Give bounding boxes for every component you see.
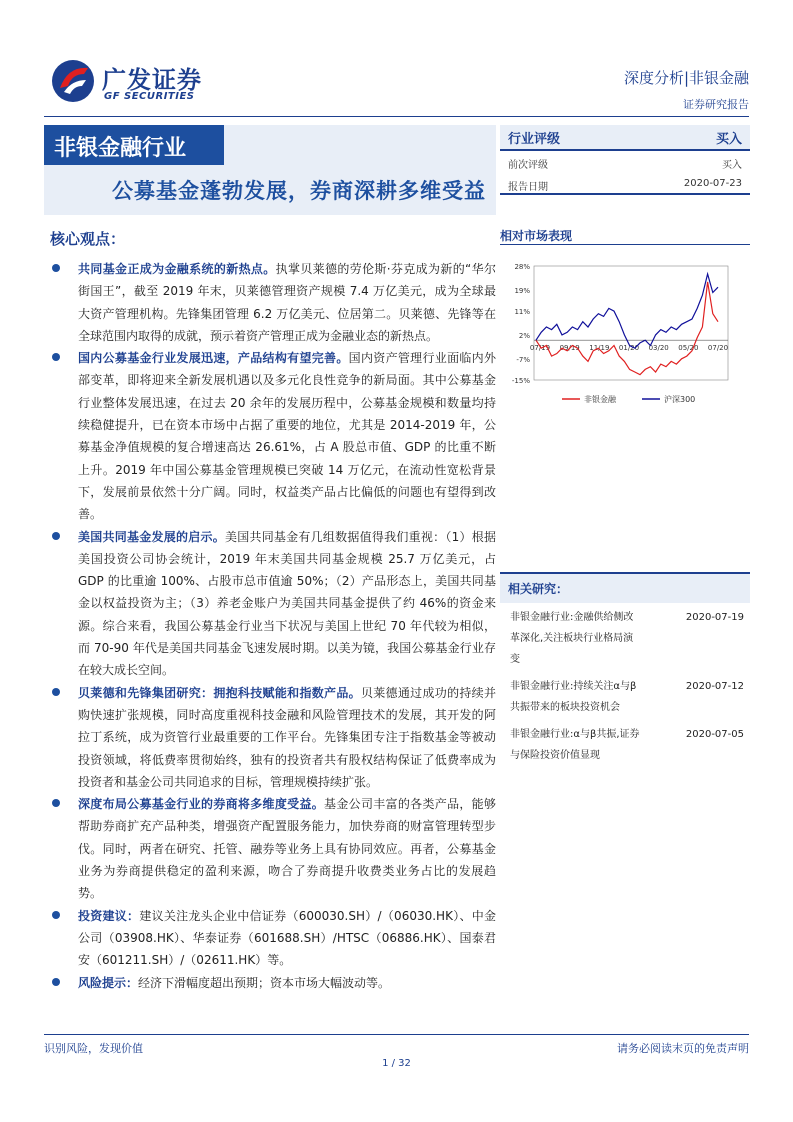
related-item[interactable] bbox=[500, 672, 750, 720]
x-tick-label: 01/20 bbox=[618, 344, 640, 353]
legend-label: 沪深300 bbox=[664, 395, 696, 404]
related-research bbox=[500, 572, 750, 768]
x-tick-label: 07/19 bbox=[529, 344, 551, 353]
market-chart-title: 相对市场表现 bbox=[500, 229, 573, 243]
core-bullet bbox=[52, 526, 496, 682]
y-tick-label: 11% bbox=[514, 308, 530, 317]
bullet-lead: 投资建议： bbox=[78, 908, 140, 923]
core-bullet bbox=[52, 793, 496, 904]
header-right bbox=[624, 67, 749, 112]
bullet-dot-icon bbox=[52, 911, 60, 919]
rating-row-value: 2020-07-23 bbox=[683, 178, 742, 189]
related-item-name[interactable]: 非银金融行业:持续关注α与β共振带来的板块投资机会 bbox=[510, 681, 637, 713]
bullet-dot-icon bbox=[52, 688, 60, 696]
rating-value: 买入 bbox=[715, 131, 742, 147]
rating-header bbox=[500, 125, 750, 151]
related-item[interactable] bbox=[500, 603, 750, 672]
header-divider bbox=[44, 116, 749, 117]
bullet-lead: 风险提示： bbox=[78, 975, 139, 990]
rating-row-previous bbox=[500, 151, 750, 173]
y-tick-label: 2% bbox=[518, 331, 530, 340]
bullet-text: 美国共同基金有几组数据值得我们重视：（1）根据美国投资公司协会统计，2019 年末美国共同基金规模 25.7 万亿美元，占 GDP 的比重逾 100%、占股市总市值逾 50%；（2）产品形态上，美国共同基金以权益投资为主；（3）养老金账户为美国共同基金提供了约 46%的资金来源。综合来看，我国公募基金行业当下状况与美国上世纪 70 年代较为相似，而 70-90 年代是美国共同基金飞速发展时期。以美为镜，我国公募基金行业存在较大成长空间。 bbox=[78, 529, 496, 678]
x-tick-label: 07/20 bbox=[707, 344, 729, 353]
related-item-date: 2020-07-19 bbox=[685, 612, 744, 623]
logo-text-cn: 广发证券 bbox=[102, 66, 202, 94]
rating-row-key: 报告日期 bbox=[508, 182, 548, 193]
y-tick-label: -7% bbox=[516, 355, 530, 364]
y-tick-label: 28% bbox=[514, 263, 530, 271]
bullet-text: 基金公司丰富的各类产品，能够帮助券商扩充产品种类，增强资产配置服务能力，加快券商的财富管理转型步伐。同时，两者在研究、托管、融券等业务上具有协同效应。再者，公募基金业务为券商提供稳定的盈利来源，吻合了券商提升收费类业务占比的发展趋势。 bbox=[78, 797, 496, 901]
bullet-text: 建议关注龙头企业中信证券（600030.SH）/（06030.HK）、中金公司（03908.HK）、华泰证券（601688.SH）/HTSC（06886.HK）、国泰君安（601211.SH）/（02611.HK）等。 bbox=[78, 908, 496, 968]
x-tick-label: 11/19 bbox=[589, 344, 610, 353]
series-line-nonbank bbox=[536, 282, 718, 375]
related-title: 相关研究： bbox=[500, 572, 750, 603]
bullet-lead: 贝莱德和先锋集团研究：拥抱科技赋能和指数产品。 bbox=[78, 685, 361, 700]
footer-disclaimer: 请务必阅读末页的免责声明 bbox=[617, 1042, 749, 1055]
x-tick-label: 05/20 bbox=[678, 344, 699, 353]
core-views-title: 核心观点： bbox=[50, 230, 126, 248]
report-headline: 公募基金蓬勃发展，券商深耕多维受益 bbox=[112, 179, 486, 203]
core-views-list bbox=[52, 258, 496, 994]
page-number: 1 / 32 bbox=[382, 1058, 411, 1069]
related-item-date: 2020-07-12 bbox=[685, 681, 744, 692]
bullet-dot-icon bbox=[52, 799, 60, 807]
bullet-dot-icon bbox=[52, 353, 60, 361]
bullet-dot-icon bbox=[52, 532, 60, 540]
bullet-dot-icon bbox=[52, 978, 60, 986]
related-item-name[interactable]: 非银金融行业:α与β共振,证券与保险投资价值显现 bbox=[510, 729, 640, 761]
rating-row-value: 买入 bbox=[722, 160, 742, 171]
bullet-lead: 共同基金正成为金融系统的新热点。 bbox=[78, 262, 276, 276]
bullet-dot-icon bbox=[52, 264, 60, 272]
core-bullet bbox=[52, 905, 496, 972]
rating-box bbox=[500, 125, 750, 195]
report-subtype: 证券研究报告 bbox=[683, 98, 749, 111]
bullet-text: 经济下滑幅度超出预期；资本市场大幅波动等。 bbox=[138, 975, 391, 990]
core-bullet bbox=[52, 972, 496, 994]
market-divider bbox=[500, 244, 750, 245]
bullet-text: 执掌贝莱德的劳伦斯·芬克成为新的“华尔街国王”，截至 2019 年末，贝莱德管理资产规模 7.4 万亿美元，成为全球最大资产管理机构。先锋集团管理 6.2 万亿美元、位居第二。贝莱德、先锋等在全球范围内取得的成就，预示着资产管理正成为金融业态的新热点。 bbox=[78, 262, 496, 343]
bullet-lead: 深度布局公募基金行业的券商将多维度受益。 bbox=[78, 797, 325, 812]
bullet-text: 国内资产管理行业面临内外部变革，即将迎来全新发展机遇以及多元化良性竞争的新局面。其中公募基金行业整体发展迅速，在过去 20 余年的发展历程中，公募基金规模和数量均持续稳健提升，已在资本市场中占据了重要的地位，尤其是 2014-2019 年，公募基金净值规模的复合增速高达 26.61%，占 A 股总市值、GDP 的比重不断上升。2019 年中国公募基金管理规模已突破 14 万亿元，在流动性宽松背景下，发展前景依然十分广阔。同时，权益类产品占比偏低的问题也有望得到改善。 bbox=[78, 351, 496, 522]
related-item-name[interactable]: 非银金融行业:金融供给侧改革深化,关注板块行业格局演变 bbox=[510, 612, 634, 665]
bullet-text: 贝莱德通过成功的持续并购快速扩张规模，同时高度重视科技金融和风险管理技术的发展，其开发的阿拉丁系统，成为资管行业最重要的工作平台。先锋集团专注于指数基金等被动投资领域，将低费率贯彻始终，独有的投资者共有股权结构保证了低费率成为投资者和基金公司共同追求的目标，管理规模持续扩张。 bbox=[78, 685, 496, 789]
y-tick-label: -15% bbox=[511, 377, 530, 385]
legend-label: 非银金融 bbox=[584, 395, 616, 404]
chart-frame bbox=[534, 266, 728, 380]
y-tick-label: 19% bbox=[514, 286, 530, 295]
x-tick-label: 09/19 bbox=[559, 344, 580, 353]
x-tick-label: 03/20 bbox=[648, 344, 669, 353]
related-item[interactable] bbox=[500, 720, 750, 768]
industry-title: 非银金融行业 bbox=[44, 125, 224, 165]
company-logo bbox=[50, 58, 210, 108]
market-chart-svg bbox=[500, 256, 750, 411]
core-bullet bbox=[52, 347, 496, 525]
bullet-lead: 国内公募基金行业发展迅速，产品结构有望完善。 bbox=[78, 351, 349, 366]
rating-row-date bbox=[500, 173, 750, 195]
title-block bbox=[44, 125, 496, 215]
report-type: 深度分析|非银金融 bbox=[623, 69, 749, 87]
core-bullet bbox=[52, 258, 496, 347]
footer-divider bbox=[44, 1034, 749, 1035]
series-line-hs300 bbox=[536, 274, 718, 348]
bullet-lead: 美国共同基金发展的启示。 bbox=[78, 529, 225, 544]
footer-slogan: 识别风险，发现价值 bbox=[44, 1042, 143, 1055]
related-item-date: 2020-07-05 bbox=[685, 729, 744, 740]
core-bullet bbox=[52, 682, 496, 793]
rating-label: 行业评级 bbox=[508, 131, 561, 147]
rating-row-key: 前次评级 bbox=[508, 160, 548, 171]
logo-text-en: GF SECURITIES bbox=[104, 91, 195, 102]
market-chart bbox=[500, 256, 750, 411]
gf-logo-icon bbox=[50, 58, 96, 104]
